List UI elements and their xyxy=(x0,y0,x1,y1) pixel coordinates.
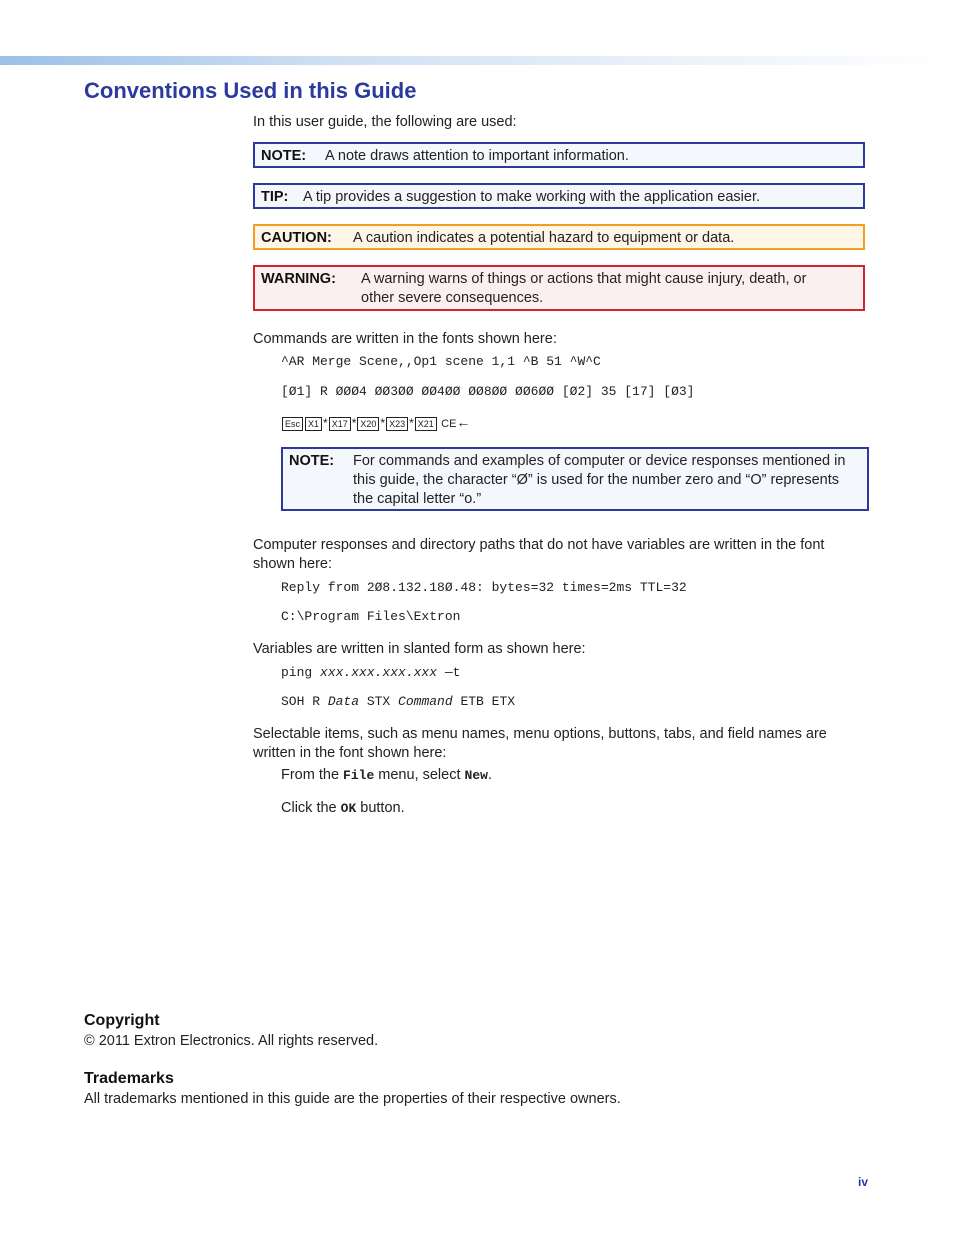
key-x20: X20 xyxy=(357,417,379,431)
note-box xyxy=(253,142,865,168)
tip-text: A tip provides a suggestion to make working with the application easier. xyxy=(303,189,761,205)
ce-text: CE xyxy=(441,418,457,430)
menu-name: File xyxy=(343,768,375,783)
button-name: OK xyxy=(340,801,357,816)
warning-text: A warning warns of things or actions that might cause injury, death, or other severe consequences. xyxy=(361,271,807,306)
caution-text: A caution indicates a potential hazard to equipment or data. xyxy=(353,230,735,246)
sep: * xyxy=(323,416,328,430)
warning-label: WARNING: xyxy=(261,271,336,287)
warning-box xyxy=(253,265,865,311)
header-gradient-bar xyxy=(0,56,954,65)
text: From the xyxy=(281,767,344,783)
trademarks-heading: Trademarks xyxy=(84,1070,174,1087)
text: SOH R xyxy=(281,694,328,709)
response-example-2: C:\Program Files\Extron xyxy=(281,609,461,624)
sep: * xyxy=(351,416,357,430)
key-x23: X23 xyxy=(386,417,408,431)
text: menu, select xyxy=(374,767,465,783)
responses-intro: Computer responses and directory paths that do not have variables are written in the font shown here: xyxy=(253,537,825,572)
text: button. xyxy=(356,800,405,816)
commands-note-text: For commands and examples of computer or device responses mentioned in this guide, the character “Ø” is used for the number zero and “O” represents the capital letter “o.” xyxy=(353,453,846,507)
variable-example-1 xyxy=(281,665,460,680)
tip-box xyxy=(253,183,865,209)
text: ETB ETX xyxy=(452,694,516,709)
note-text: A note draws attention to important information. xyxy=(325,148,629,164)
note-label: NOTE: xyxy=(261,148,307,164)
key-x1: X1 xyxy=(305,417,322,431)
selectable-example-1 xyxy=(281,766,492,785)
command-example-1: ^AR Merge Scene,,Op1 scene 1,1 ^B 51 ^W^C xyxy=(281,354,601,369)
text: Click the xyxy=(281,800,341,816)
key-x21: X21 xyxy=(415,417,437,431)
response-example-1: Reply from 2Ø8.132.18Ø.48: bytes=32 times=2ms TTL=32 xyxy=(281,580,687,595)
variable-text: Command xyxy=(398,694,453,709)
copyright-text: © 2011 Extron Electronics. All rights reserved. xyxy=(84,1033,379,1049)
caution-box xyxy=(253,224,865,250)
text: —t xyxy=(437,665,461,680)
command-example-3 xyxy=(281,414,470,431)
selectable-example-2 xyxy=(281,799,405,818)
text: ping xyxy=(281,665,321,680)
copyright-heading: Copyright xyxy=(84,1012,160,1029)
page-number: iv xyxy=(858,1175,869,1189)
menu-option: New xyxy=(464,768,488,783)
tip-label: TIP: xyxy=(261,189,289,205)
variable-example-2 xyxy=(281,694,515,709)
selectable-intro: Selectable items, such as menu names, menu options, buttons, tabs, and field names are written in the font shown here: xyxy=(253,726,827,761)
variable-text: Data xyxy=(327,694,360,709)
sep: * xyxy=(380,416,386,430)
return-arrow-icon: ← xyxy=(456,414,471,430)
commands-note-label: NOTE: xyxy=(289,453,335,469)
key-esc: Esc xyxy=(282,417,303,431)
caution-label: CAUTION: xyxy=(261,230,332,246)
text: STX xyxy=(359,694,399,709)
page-title: Conventions Used in this Guide xyxy=(84,78,417,103)
sep: * xyxy=(409,416,414,430)
command-example-2: [Ø1] R ØØØ4 ØØ3ØØ ØØ4ØØ ØØ8ØØ ØØ6ØØ [Ø2] 35 [17] [Ø3] xyxy=(281,384,695,399)
commands-intro: Commands are written in the fonts shown here: xyxy=(253,331,557,347)
variables-intro: Variables are written in slanted form as shown here: xyxy=(253,641,586,657)
commands-note-box xyxy=(281,447,869,511)
text: . xyxy=(487,767,492,783)
variable-text: xxx.xxx.xxx.xxx xyxy=(320,665,438,680)
trademarks-text: All trademarks mentioned in this guide are the properties of their respective owners. xyxy=(84,1091,621,1107)
intro-text: In this user guide, the following are used: xyxy=(253,114,517,130)
key-x17: X17 xyxy=(329,417,351,431)
